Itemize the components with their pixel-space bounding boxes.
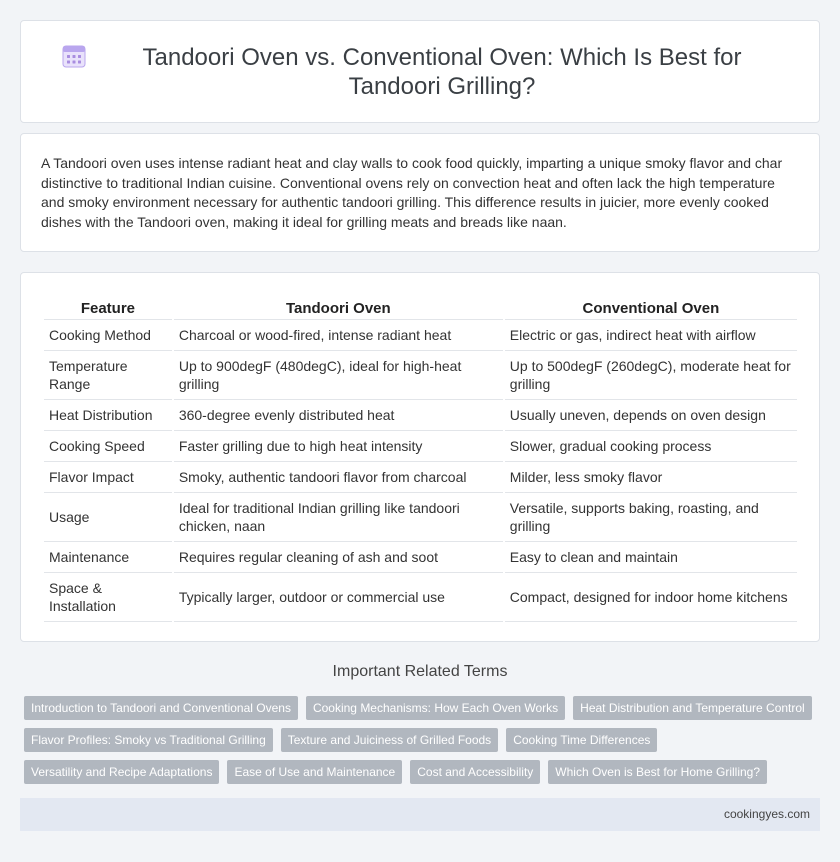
table-cell-conventional: Versatile, supports baking, roasting, and grilling xyxy=(505,493,797,542)
table-cell-tandoori: 360-degree evenly distributed heat xyxy=(174,400,503,431)
related-term-tag[interactable]: Heat Distribution and Temperature Control xyxy=(573,696,812,720)
related-term-tag[interactable]: Cooking Mechanisms: How Each Oven Works xyxy=(306,696,565,720)
table-cell-tandoori: Requires regular cleaning of ash and soot xyxy=(174,542,503,573)
table-cell-conventional: Electric or gas, indirect heat with airflow xyxy=(505,320,797,351)
footer-site-link[interactable]: cookingyes.com xyxy=(723,807,810,821)
related-term-tag[interactable]: Texture and Juiciness of Grilled Foods xyxy=(281,728,498,752)
tag-row xyxy=(24,760,820,784)
table-cell-tandoori: Up to 900degF (480degC), ideal for high-heat grilling xyxy=(174,351,503,400)
table-cell-tandoori: Smoky, authentic tandoori flavor from charcoal xyxy=(174,462,503,493)
table-cell-feature: Cooking Speed xyxy=(44,431,172,462)
table-cell-conventional: Slower, gradual cooking process xyxy=(505,431,797,462)
related-term-tag[interactable]: Cooking Time Differences xyxy=(506,728,657,752)
table-row xyxy=(44,431,797,462)
header-conventional-oven: Conventional Oven xyxy=(505,296,797,320)
table-cell-conventional: Up to 500degF (260degC), moderate heat for grilling xyxy=(505,351,797,400)
related-terms-heading: Important Related Terms xyxy=(332,663,508,680)
page-title: Tandoori Oven vs. Conventional Oven: Which Is Best for Tandoori Grilling? xyxy=(142,43,742,100)
table-cell-tandoori: Charcoal or wood-fired, intense radiant heat xyxy=(174,320,503,351)
header-tandoori-oven: Tandoori Oven xyxy=(174,296,503,320)
intro-paragraph: A Tandoori oven uses intense radiant heat and clay walls to cook food quickly, imparting a unique smoky flavor and char distinctive to traditional Indian cuisine. Conventional ovens rely on convection heat and often lack the high temperature and smoky environment necessary for authentic tandoori grilling. This difference results in juicier, more evenly cooked dishes with the Tandoori oven, making it ideal for grilling meats and breads like naan. xyxy=(41,155,783,230)
related-terms-list xyxy=(24,696,820,792)
intro-card xyxy=(20,133,820,252)
related-term-tag[interactable]: Which Oven is Best for Home Grilling? xyxy=(548,760,767,784)
table-row xyxy=(44,542,797,573)
related-term-tag[interactable]: Cost and Accessibility xyxy=(410,760,540,784)
footer-bar xyxy=(20,798,820,831)
table-cell-conventional: Usually uneven, depends on oven design xyxy=(505,400,797,431)
table-cell-tandoori: Faster grilling due to high heat intensity xyxy=(174,431,503,462)
table-row xyxy=(44,351,797,400)
related-term-tag[interactable]: Ease of Use and Maintenance xyxy=(227,760,402,784)
calendar-icon xyxy=(61,43,87,69)
related-term-tag[interactable]: Versatility and Recipe Adaptations xyxy=(24,760,219,784)
table-cell-conventional: Milder, less smoky flavor xyxy=(505,462,797,493)
table-cell-conventional: Compact, designed for indoor home kitchens xyxy=(505,573,797,622)
table-cell-feature: Heat Distribution xyxy=(44,400,172,431)
table-row xyxy=(44,493,797,542)
tag-row xyxy=(24,696,820,720)
table-row xyxy=(44,320,797,351)
table-row xyxy=(44,573,797,622)
related-term-tag[interactable]: Flavor Profiles: Smoky vs Traditional Grilling xyxy=(24,728,273,752)
table-row xyxy=(44,462,797,493)
header-feature: Feature xyxy=(44,296,172,320)
table-cell-tandoori: Typically larger, outdoor or commercial use xyxy=(174,573,503,622)
title-card xyxy=(20,20,820,123)
tag-row xyxy=(24,728,820,752)
table-cell-feature: Cooking Method xyxy=(44,320,172,351)
title-wrap xyxy=(21,21,819,122)
table-cell-tandoori: Ideal for traditional Indian grilling like tandoori chicken, naan xyxy=(174,493,503,542)
table-cell-feature: Flavor Impact xyxy=(44,462,172,493)
table-cell-feature: Temperature Range xyxy=(44,351,172,400)
table-cell-feature: Space & Installation xyxy=(44,573,172,622)
table-row xyxy=(44,400,797,431)
table-header-row xyxy=(44,296,797,320)
table-cell-feature: Usage xyxy=(44,493,172,542)
comparison-card xyxy=(20,272,820,642)
table-cell-feature: Maintenance xyxy=(44,542,172,573)
table-cell-conventional: Easy to clean and maintain xyxy=(505,542,797,573)
related-term-tag[interactable]: Introduction to Tandoori and Conventional Ovens xyxy=(24,696,298,720)
comparison-table xyxy=(42,296,799,622)
